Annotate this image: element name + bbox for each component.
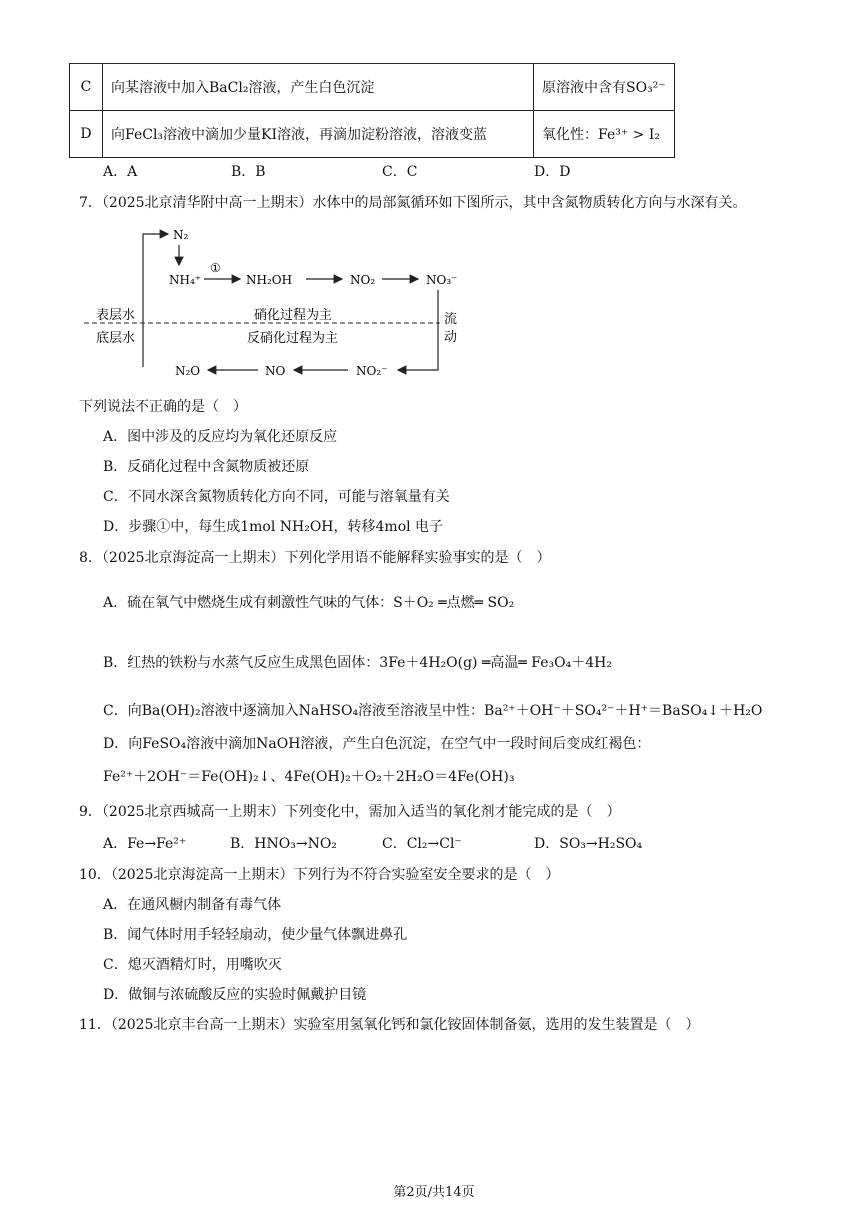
label-surface: 表层水 [96, 308, 136, 323]
q7-option-c: C．不同水深含氮物质转化方向不同，可能与溶氧量有关 [103, 489, 450, 505]
q6-table [69, 63, 675, 158]
q7-option-b: B．反硝化过程中含氮物质被还原 [103, 459, 310, 475]
q7-prompt: 下列说法不正确的是（ ） [79, 399, 247, 415]
q6-option-d: D．D [534, 164, 571, 180]
q7-option-d: D．步骤①中，每生成1mol NH₂OH，转移4mol 电子 [103, 519, 444, 535]
label-n2: N₂ [173, 228, 189, 242]
label-flow-1: 流 [444, 312, 458, 327]
q6-option-c: C．C [382, 164, 418, 180]
row-label: D [70, 111, 103, 158]
q9-stem: 9．（2025北京西城高一上期末）下列变化中，需加入适当的氧化剂才能完成的是（ ） [79, 804, 621, 820]
q7-stem: 7．（2025北京清华附中高一上期末）水体中的局部氮循环如下图所示，其中含氮物质转化方向与水深有关。 [79, 195, 747, 211]
q8-option-a: A．硫在氧气中燃烧生成有刺激性气味的气体：S＋O₂ ═点燃═ SO₂ [103, 595, 515, 611]
q8-option-c: C．向Ba(OH)₂溶液中逐滴加入NaHSO₄溶液至溶液呈中性：Ba²⁺＋OH⁻＋SO₄²⁻＋H⁺＝BaSO₄↓＋H₂O [103, 703, 763, 719]
label-denitrification: 反硝化过程为主 [247, 331, 339, 346]
q8-option-d: D．向FeSO₄溶液中滴加NaOH溶液，产生白色沉淀，在空气中一段时间后变成红褐色： [103, 736, 651, 752]
q8-option-b: B．红热的铁粉与水蒸气反应生成黑色固体：3Fe＋4H₂O(g) ═高温═ Fe₃O₄＋4H₂ [103, 655, 612, 671]
q10-option-b: B．闻气体时用手轻轻扇动，使少量气体飘进鼻孔 [103, 927, 408, 943]
q10-option-d: D．做铜与浓硫酸反应的实验时佩戴护目镜 [103, 987, 367, 1003]
label-nh4: NH₄⁺ [169, 273, 202, 287]
row-conclusion: 氧化性：Fe³⁺ > I₂ [534, 111, 675, 158]
row-conclusion: 原溶液中含有SO₃²⁻ [534, 64, 675, 111]
label-no2-top: NO₂ [350, 273, 376, 287]
table-row [70, 111, 675, 158]
label-step1: ① [210, 261, 221, 275]
q9-option-a: A．Fe→Fe²⁺ [103, 836, 187, 852]
q8-option-d-equation: Fe²⁺＋2OH⁻＝Fe(OH)₂↓、4Fe(OH)₂＋O₂＋2H₂O＝4Fe(OH)₃ [103, 769, 515, 785]
label-no2-bottom: NO₂⁻ [356, 364, 388, 378]
flow-line [398, 290, 438, 370]
q6-option-a: A．A [103, 164, 138, 180]
q10-option-c: C．熄灭酒精灯时，用嘴吹灭 [103, 957, 282, 973]
q9-option-c: C．Cl₂→Cl⁻ [382, 836, 462, 852]
q10-option-a: A．在通风橱内制备有毒气体 [103, 897, 282, 913]
q8-stem: 8．（2025北京海淀高一上期末）下列化学用语不能解释实验事实的是（ ） [79, 550, 551, 566]
q9-option-b: B．HNO₃→NO₂ [230, 836, 337, 852]
row-label: C [70, 64, 103, 111]
row-operation: 向某溶液中加入BaCl₂溶液，产生白色沉淀 [103, 64, 534, 111]
label-nitrification: 硝化过程为主 [254, 308, 333, 323]
label-no: NO [265, 364, 286, 378]
q9-option-d: D．SO₃→H₂SO₄ [534, 836, 643, 852]
label-nh2oh: NH₂OH [246, 273, 293, 287]
label-flow-2: 动 [444, 330, 458, 345]
label-no3: NO₃⁻ [426, 273, 458, 287]
return-line [143, 234, 168, 367]
label-n2o: N₂O [175, 364, 201, 378]
page-footer: 第2页/共14页 [393, 1185, 475, 1200]
q7-option-a: A．图中涉及的反应均为氧化还原反应 [103, 429, 338, 445]
q11-stem: 11．（2025北京丰台高一上期末）实验室用氢氧化钙和氯化铵固体制备氨，选用的发生装置是（ ） [79, 1017, 700, 1033]
nitrogen-cycle-diagram [80, 222, 470, 384]
row-operation: 向FeCl₃溶液中滴加少量KI溶液，再滴加淀粉溶液，溶液变蓝 [103, 111, 534, 158]
table-row [70, 64, 675, 111]
q6-option-b: B．B [231, 164, 266, 180]
q10-stem: 10．（2025北京海淀高一上期末）下列行为不符合实验室安全要求的是（ ） [79, 867, 560, 883]
label-bottom: 底层水 [96, 331, 136, 346]
